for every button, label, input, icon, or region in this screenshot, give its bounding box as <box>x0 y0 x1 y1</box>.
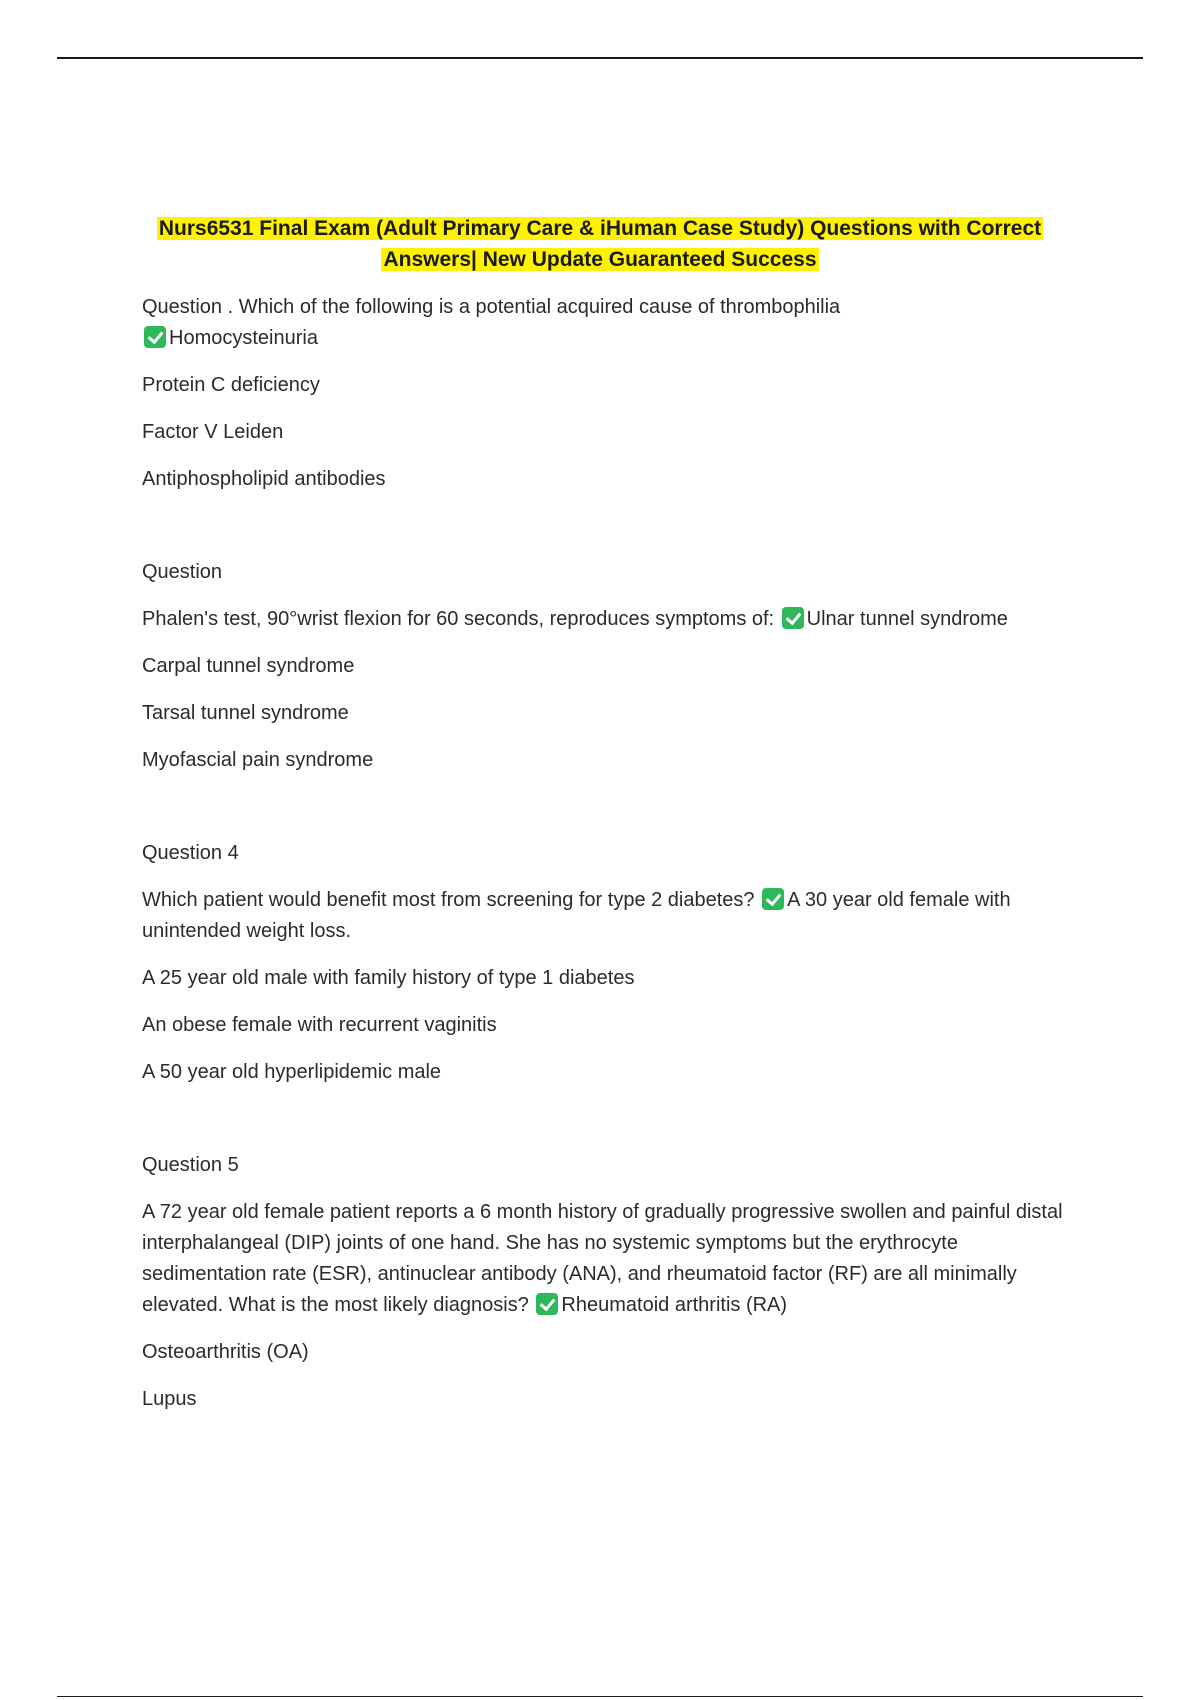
title-line-1: Nurs6531 Final Exam (Adult Primary Care & iHuman Case Study) Questions with Correct <box>158 217 1042 240</box>
question-4-answer-text: A 30 year old female with unintended weight loss. <box>142 889 1011 942</box>
question-2-option-2: Tarsal tunnel syndrome <box>142 702 349 724</box>
question-list <box>142 292 1072 1415</box>
question-5 <box>142 1150 1072 1415</box>
question-1-option-1: Protein C deficiency <box>142 374 320 396</box>
question-1-option-3: Antiphospholipid antibodies <box>142 468 386 490</box>
document-title <box>120 213 1080 275</box>
check-mark-icon <box>144 326 166 348</box>
question-2-answer-text: Ulnar tunnel syndrome <box>806 608 1008 630</box>
question-1 <box>142 292 1072 495</box>
question-5-label: Question 5 <box>142 1154 239 1176</box>
question-1-option-2: Factor V Leiden <box>142 421 284 443</box>
question-4-option-1: A 25 year old male with family history of type 1 diabetes <box>142 967 635 989</box>
question-4 <box>142 838 1072 1088</box>
question-2-label: Question <box>142 561 223 583</box>
title-line-2: Answers| New Update Guaranteed Success <box>383 248 817 271</box>
question-5-stem-text: A 72 year old female patient reports a 6 month history of gradually progressive swollen and painful distal interphalangeal (DIP) joints of one hand. She has no systemic symptoms but the erythrocyte sedimentation rate (ESR), antinuclear antibody (ANA), and rheumatoid factor (RF) are all minimally elevated. What is the most likely diagnosis? <box>142 1201 1063 1316</box>
question-4-stem-text: Which patient would benefit most from screening for type 2 diabetes? <box>142 889 755 911</box>
question-2 <box>142 557 1072 776</box>
check-mark-icon <box>762 888 784 910</box>
question-5-answer-text: Rheumatoid arthritis (RA) <box>561 1294 788 1316</box>
question-5-stem <box>142 1197 1072 1321</box>
question-4-stem <box>142 885 1072 947</box>
question-4-option-3: A 50 year old hyperlipidemic male <box>142 1061 442 1083</box>
question-1-stem: Question . Which of the following is a potential acquired cause of thrombophilia <box>142 296 841 318</box>
question-2-stem-text: Phalen's test, 90°wrist flexion for 60 seconds, reproduces symptoms of: <box>142 608 775 630</box>
question-5-option-1: Osteoarthritis (OA) <box>142 1341 309 1363</box>
check-mark-icon <box>782 607 804 629</box>
question-2-option-3: Myofascial pain syndrome <box>142 749 374 771</box>
check-mark-icon <box>536 1293 558 1315</box>
question-4-label: Question 4 <box>142 842 239 864</box>
question-2-option-1: Carpal tunnel syndrome <box>142 655 355 677</box>
question-2-stem <box>142 604 1072 635</box>
question-4-option-2: An obese female with recurrent vaginitis <box>142 1014 497 1036</box>
question-1-answer <box>142 323 1072 354</box>
header-rule <box>57 57 1143 59</box>
footer-rule <box>57 1696 1143 1697</box>
question-1-answer-text: Homocysteinuria <box>169 327 318 349</box>
question-5-option-2: Lupus <box>142 1388 197 1410</box>
